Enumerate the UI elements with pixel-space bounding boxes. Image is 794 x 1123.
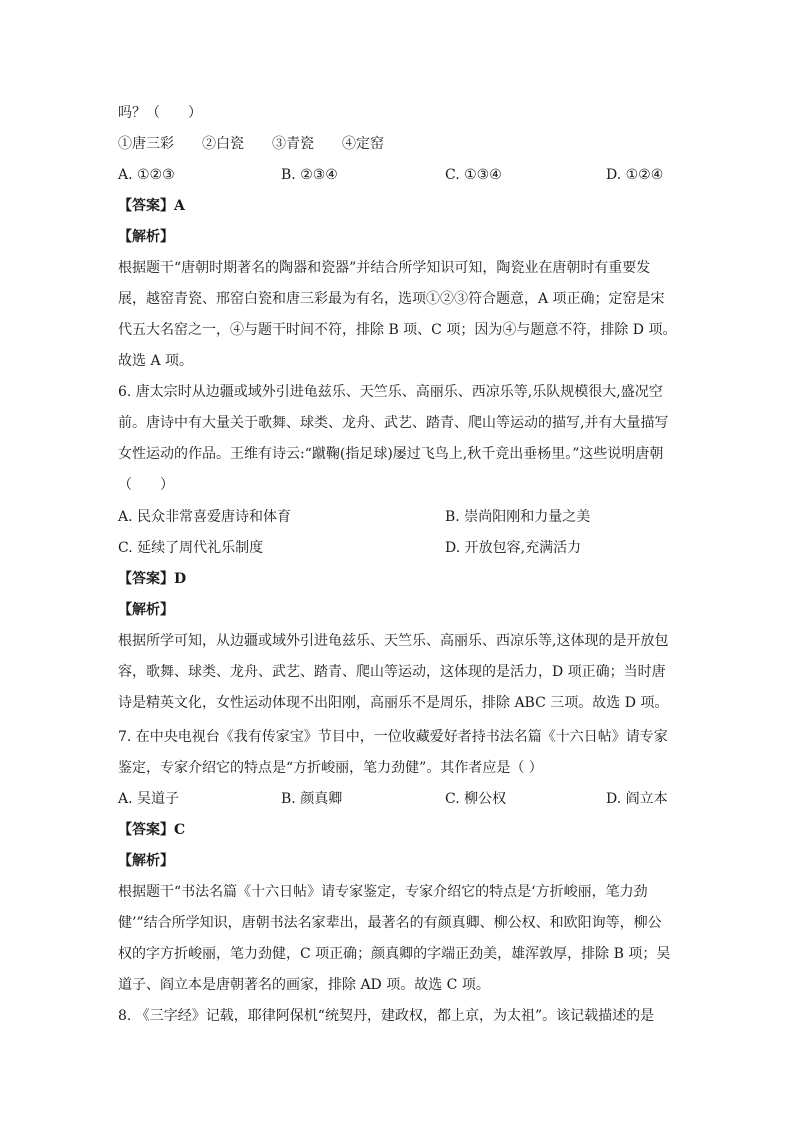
q8-stem-line: 8. 《三字经》记载，耶律阿保机“统契丹，建政权，都上京，为太祖”。该记载描述的是: [118, 1008, 655, 1024]
q5-option-d: D. ①②④: [606, 167, 664, 183]
q5-analysis-line: 根据题干“唐朝时期著名的陶器和瓷器”并结合所学知识可知，陶瓷业在唐朝时有重要发: [118, 260, 651, 276]
q6-stem-line: （ ）: [118, 477, 174, 493]
q6-analysis-line: 容，歌舞、球类、龙舟、武艺、踏青、爬山等运动，这体现的是活力，D 项正确；当时唐: [118, 664, 666, 680]
q6-stem-line: 6. 唐太宗时从边疆或域外引进龟兹乐、天竺乐、高丽乐、西凉乐等,乐队规模很大,盛况空: [118, 384, 663, 400]
q5-analysis-label: 【解析】: [118, 229, 174, 245]
q7-analysis-line: 根据题干“书法名篇《十六日帖》请专家鉴定，专家介绍它的特点是‘方折峻丽，笔力劲: [118, 884, 648, 900]
q7-analysis-label: 【解析】: [118, 853, 174, 869]
q7-stem-line: 7. 在中央电视台《我有传家宝》节目中，一位收藏爱好者持书法名篇《十六日帖》请专家: [118, 729, 668, 745]
q7-analysis-line: 健’”结合所学知识，唐朝书法名家辈出，最著名的有颜真卿、柳公权、和欧阳询等，柳公: [118, 915, 662, 931]
q7-answer: 【答案】C: [118, 822, 186, 838]
q5-answer: 【答案】A: [118, 198, 185, 214]
q5-stem-end: 吗？（ ）: [118, 105, 202, 121]
q7-option-b: B. 颜真卿: [281, 791, 343, 807]
q6-analysis-line: 根据所学可知，从边疆或域外引进龟兹乐、天竺乐、高丽乐、西凉乐等,这体现的是开放包: [118, 633, 669, 649]
q5-option-c: C. ①③④: [445, 167, 502, 183]
q6-stem-line: 前。唐诗中有大量关于歌舞、球类、龙舟、武艺、踏青、爬山等运动的描写,并有大量描写: [118, 415, 669, 431]
q6-answer: 【答案】D: [118, 571, 187, 587]
q5-analysis-line: 故选 A 项。: [118, 353, 194, 369]
q5-analysis-line: 展，越窑青瓷、邢窑白瓷和唐三彩最为有名，选项①②③符合题意，A 项正确；定窑是宋: [118, 291, 665, 307]
q5-items: ①唐三彩 ②白瓷 ③青瓷 ④定窑: [118, 136, 384, 152]
q6-analysis-label: 【解析】: [118, 602, 174, 618]
q7-option-c: C. 柳公权: [445, 791, 507, 807]
q7-stem-line: 鉴定，专家介绍它的特点是“方折峻丽，笔力劲健”。其作者应是（ ）: [118, 760, 543, 776]
q7-option-a: A. 吴道子: [118, 791, 180, 807]
q6-stem-line: 女性运动的作品。王维有诗云:“蹴鞠(指足球)屡过飞鸟上,秋千竞出垂杨里。”这些说明唐朝: [118, 446, 664, 462]
q6-analysis-line: 诗是精英文化，女性运动体现不出阳刚，高丽乐不是周乐，排除 ABC 三项。故选 D 项。: [118, 695, 669, 711]
q6-option-a: A. 民众非常喜爱唐诗和体育: [118, 509, 292, 525]
q6-option-b: B. 崇尚阳刚和力量之美: [445, 509, 591, 525]
q7-analysis-line: 道子、阎立本是唐朝著名的画家，排除 AD 项。故选 C 项。: [118, 977, 490, 993]
q5-analysis-line: 代五大名窑之一，④与题干时间不符，排除 B 项、C 项；因为④与题意不符，排除 D 项。: [118, 322, 677, 338]
q7-analysis-line: 权的字方折峻丽，笔力劲健，C 项正确；颜真卿的字端正劲美，雄浑敦厚，排除 B 项；吴: [118, 946, 671, 962]
q5-option-b: B. ②③④: [281, 167, 338, 183]
q5-option-a: A. ①②③: [118, 167, 175, 183]
q6-option-d: D. 开放包容,充满活力: [445, 540, 582, 556]
q7-option-d: D. 阎立本: [606, 791, 668, 807]
q6-option-c: C. 延续了周代礼乐制度: [118, 540, 264, 556]
